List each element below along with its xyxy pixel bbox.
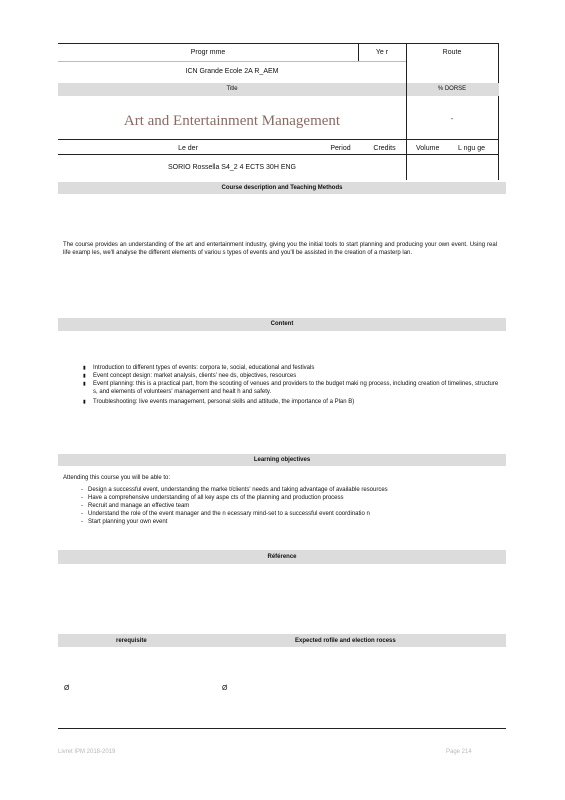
bottom-rule	[58, 728, 506, 729]
reference-heading: Référence	[58, 550, 506, 564]
objectives-intro: Attending this course you will be able to:	[63, 475, 171, 481]
content-item: ▮ Event concept design: market analysis, clients' nee ds, objectives, resources	[82, 372, 500, 380]
objectives-list	[63, 486, 483, 526]
pct-value: -	[450, 116, 454, 123]
year-label: Ye r	[375, 49, 389, 56]
header-table	[58, 43, 499, 180]
prereq-value: Ø	[64, 685, 70, 692]
credits-label: Credits	[373, 145, 396, 152]
expected-label: Expected rofile and election rocess	[295, 638, 396, 644]
content-item: ▮ Troubleshooting: live events management, personal skills and attitude, the importance of a Plan B)	[82, 398, 500, 406]
prereq-label: rerequisite	[116, 638, 147, 644]
content-item: ▮ Introduction to different types of events: corpora te, social, educational and festivals	[82, 364, 500, 372]
leader-label: Le der	[178, 145, 198, 152]
programme-value: ICN Grande Ecole 2A R_AEM	[185, 68, 279, 75]
footer-left: Livret IPM 2018-2019	[58, 749, 116, 755]
leader-values: SORIO Rossella S4_2 4 ECTS 30H ENG	[168, 164, 296, 171]
route-label: Route	[442, 49, 462, 56]
course-title: Art and Entertainment Management	[123, 113, 341, 129]
pct-label: % DORSE	[437, 86, 467, 92]
content-heading: Content	[58, 318, 506, 331]
volume-label: Volume	[416, 145, 440, 152]
language-label: L ngu ge	[458, 145, 485, 152]
expected-value: Ø	[222, 685, 228, 692]
description-text: The course provides an understanding of the art and entertainment industry, giving you the initial tools to start planning and producing your own event. Using real life examp les, we'll analyse the different elements of variou s types of events and you'll be assisted in the creation of a masterp lan.	[63, 242, 497, 256]
period-label: Period	[330, 145, 351, 152]
objectives-heading: Learning objectives	[58, 454, 506, 466]
objective-item: - Start planning your own event	[81, 518, 483, 526]
content-item: ▮ Event planning: this is a practical part, from the scouting of venues and providers to the budget maki ng process, including creation of timelines, structure s, and elements of volunteers' management and healt h and safety.	[82, 380, 500, 396]
objective-item: - Understand the role of the event manager and the n ecessary mind-set to a successful event coordinatio n	[81, 510, 483, 518]
programme-label: Progr mme	[190, 49, 226, 56]
content-list	[82, 364, 500, 406]
title-label: Title	[226, 86, 238, 92]
objective-item: - Recruit and manage an effective team	[81, 502, 483, 510]
description-heading: Course description and Teaching Methods	[58, 182, 506, 194]
objective-item: - Design a successful event, understanding the marke t/clients' needs and taking advantage of available resources	[81, 486, 483, 494]
footer-page: Page 214	[446, 749, 472, 755]
objective-item: - Have a comprehensive understanding of all key aspe cts of the planning and production process	[81, 494, 483, 502]
